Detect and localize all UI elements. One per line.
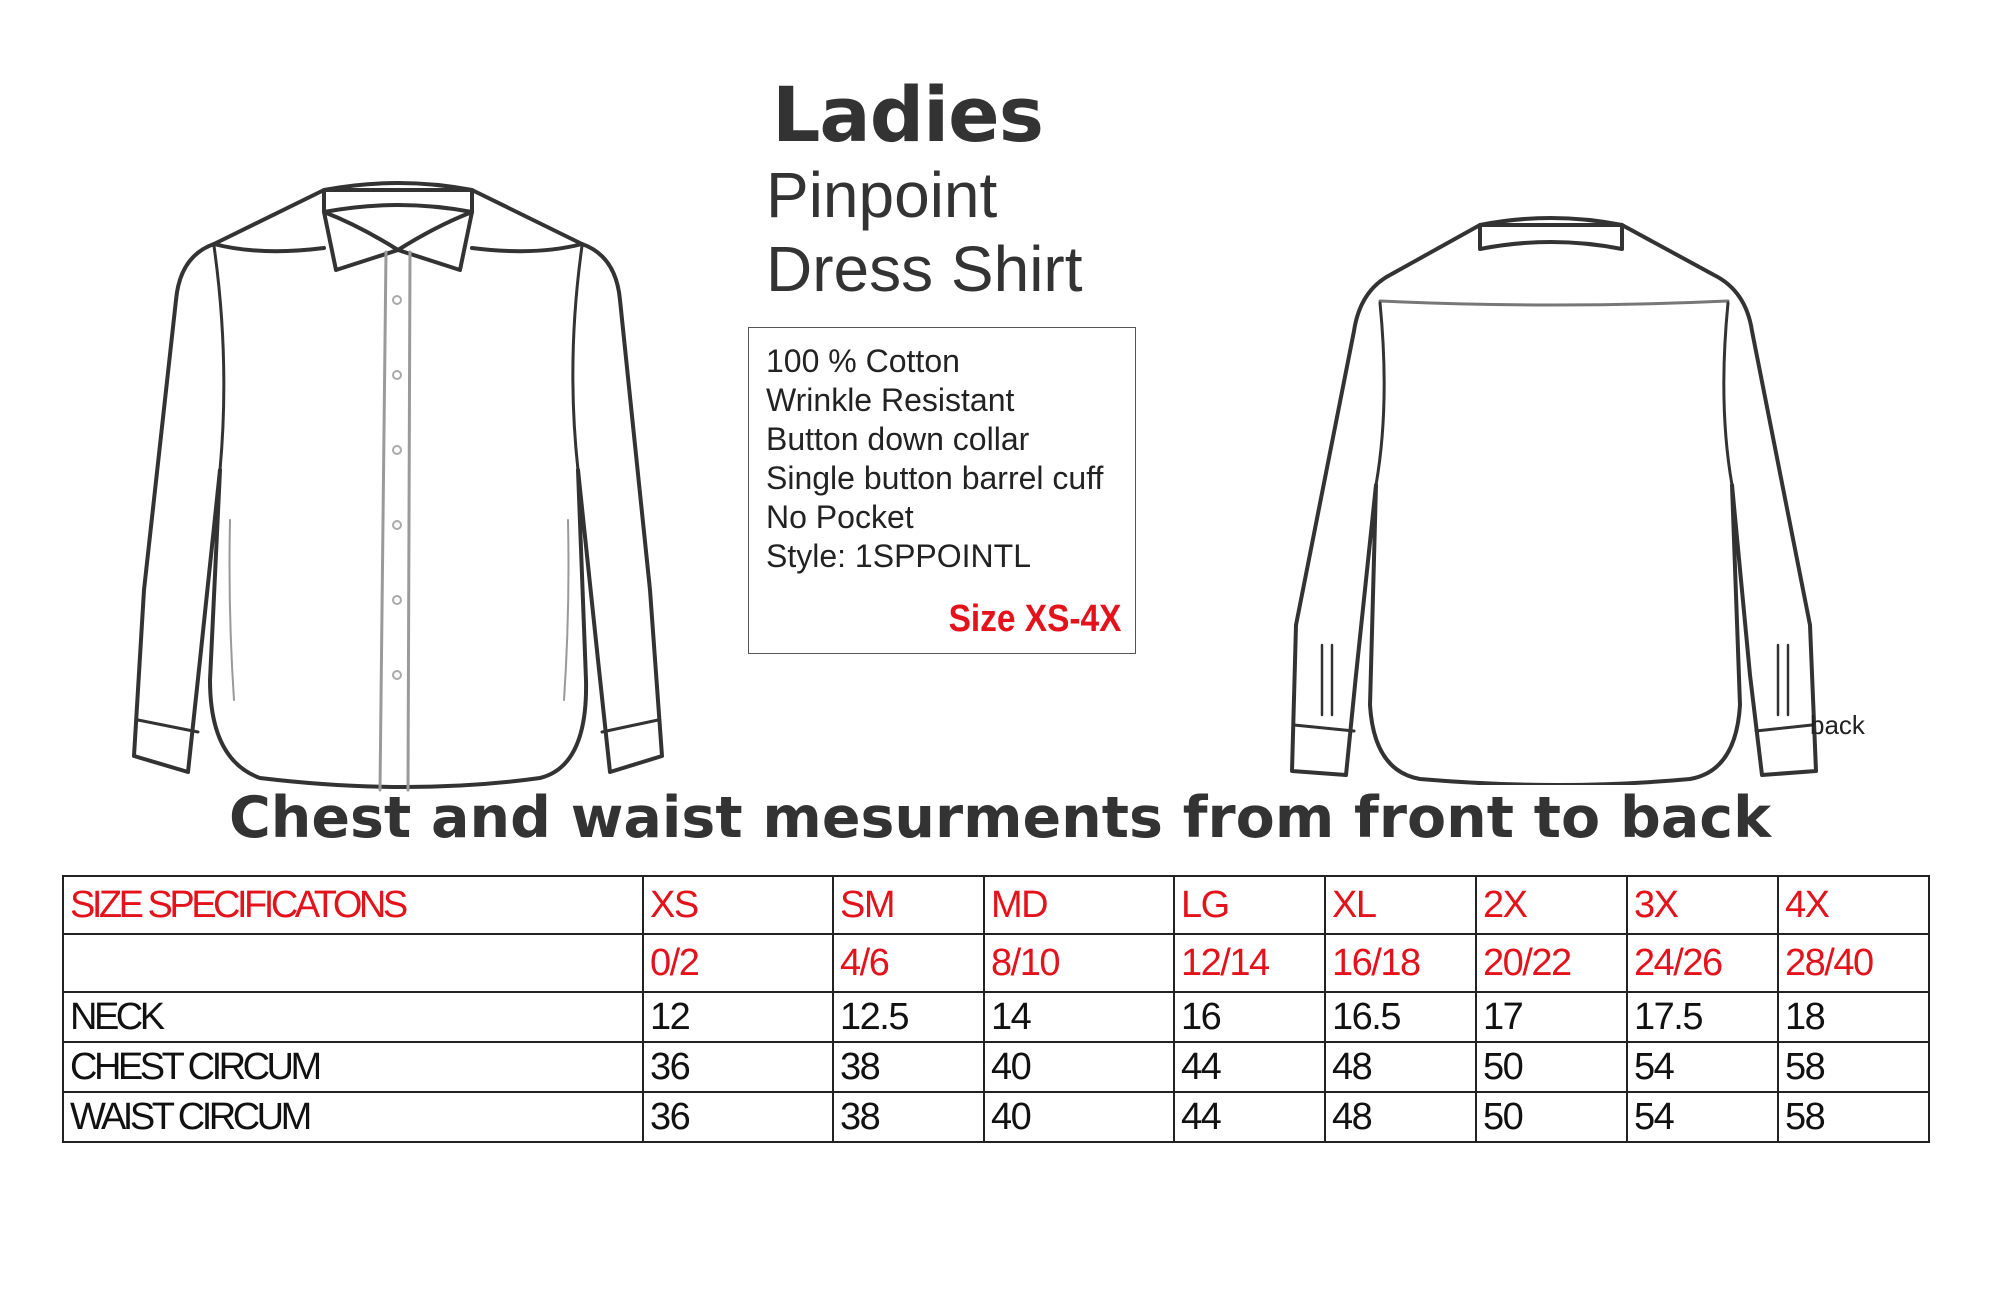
table-cell: 17	[1476, 992, 1627, 1042]
feature-item: Button down collar	[766, 421, 1030, 457]
table-cell: 40	[984, 1092, 1174, 1142]
table-cell: 50	[1476, 1042, 1627, 1092]
table-cell: 18	[1778, 992, 1929, 1042]
size-code-cell: XS	[643, 876, 833, 934]
feature-item: 100 % Cotton	[766, 343, 960, 379]
size-code-cell: MD	[984, 876, 1174, 934]
front-shirt-illustration	[110, 160, 670, 800]
size-specification-table	[62, 875, 1930, 1143]
table-cell: 48	[1325, 1042, 1476, 1092]
product-subtitle-line1: Pinpoint	[766, 159, 998, 231]
table-cell: 58	[1778, 1042, 1929, 1092]
table-cell: 38	[833, 1092, 984, 1142]
row-label-neck: NECK	[63, 992, 643, 1042]
size-code-cell: 2X	[1476, 876, 1627, 934]
numeric-size-cell: 28/40	[1778, 934, 1929, 992]
table-row	[63, 1092, 1929, 1142]
numeric-size-cell: 16/18	[1325, 934, 1476, 992]
table-cell: 44	[1174, 1042, 1325, 1092]
size-code-cell: SM	[833, 876, 984, 934]
size-range-label: Size XS-4X	[948, 598, 1121, 640]
table-row	[63, 992, 1929, 1042]
features-box	[748, 327, 1136, 654]
table-cell: 48	[1325, 1092, 1476, 1142]
table-cell: 16.5	[1325, 992, 1476, 1042]
size-code-cell: XL	[1325, 876, 1476, 934]
table-header-label: SIZE SPECIFICATONS	[63, 876, 643, 934]
table-cell: 58	[1778, 1092, 1929, 1142]
back-view-label: back	[1810, 710, 1865, 740]
product-title: Ladies	[772, 70, 1043, 159]
table-cell: 14	[984, 992, 1174, 1042]
feature-item: Style: 1SPPOINTL	[766, 538, 1031, 574]
table-cell: 38	[833, 1042, 984, 1092]
table-row	[63, 934, 1929, 992]
table-cell: 44	[1174, 1092, 1325, 1142]
feature-item: Single button barrel cuff	[766, 460, 1104, 496]
numeric-size-cell: 4/6	[833, 934, 984, 992]
table-cell: 54	[1627, 1042, 1778, 1092]
table-cell: 54	[1627, 1092, 1778, 1142]
row-label-chest: CHEST CIRCUM	[63, 1042, 643, 1092]
feature-item: Wrinkle Resistant	[766, 382, 1015, 418]
table-row	[63, 1042, 1929, 1092]
table-header-row	[63, 876, 1929, 934]
numeric-size-cell: 24/26	[1627, 934, 1778, 992]
table-cell: 36	[643, 1042, 833, 1092]
table-cell: 40	[984, 1042, 1174, 1092]
table-cell: 17.5	[1627, 992, 1778, 1042]
row-label-waist: WAIST CIRCUM	[63, 1092, 643, 1142]
numeric-size-cell: 12/14	[1174, 934, 1325, 992]
measurement-heading: Chest and waist mesurments from front to back	[228, 785, 1772, 851]
size-code-cell: LG	[1174, 876, 1325, 934]
table-cell: 50	[1476, 1092, 1627, 1142]
numeric-size-cell: 20/22	[1476, 934, 1627, 992]
size-code-cell: 3X	[1627, 876, 1778, 934]
table-cell: 16	[1174, 992, 1325, 1042]
table-cell: 36	[643, 1092, 833, 1142]
numeric-size-cell: 0/2	[643, 934, 833, 992]
feature-item: No Pocket	[766, 499, 914, 535]
back-shirt-illustration	[1270, 205, 1830, 785]
product-subtitle-line2: Dress Shirt	[766, 233, 1083, 305]
empty-cell	[63, 934, 643, 992]
table-cell: 12	[643, 992, 833, 1042]
table-cell: 12.5	[833, 992, 984, 1042]
size-code-cell: 4X	[1778, 876, 1929, 934]
numeric-size-cell: 8/10	[984, 934, 1174, 992]
